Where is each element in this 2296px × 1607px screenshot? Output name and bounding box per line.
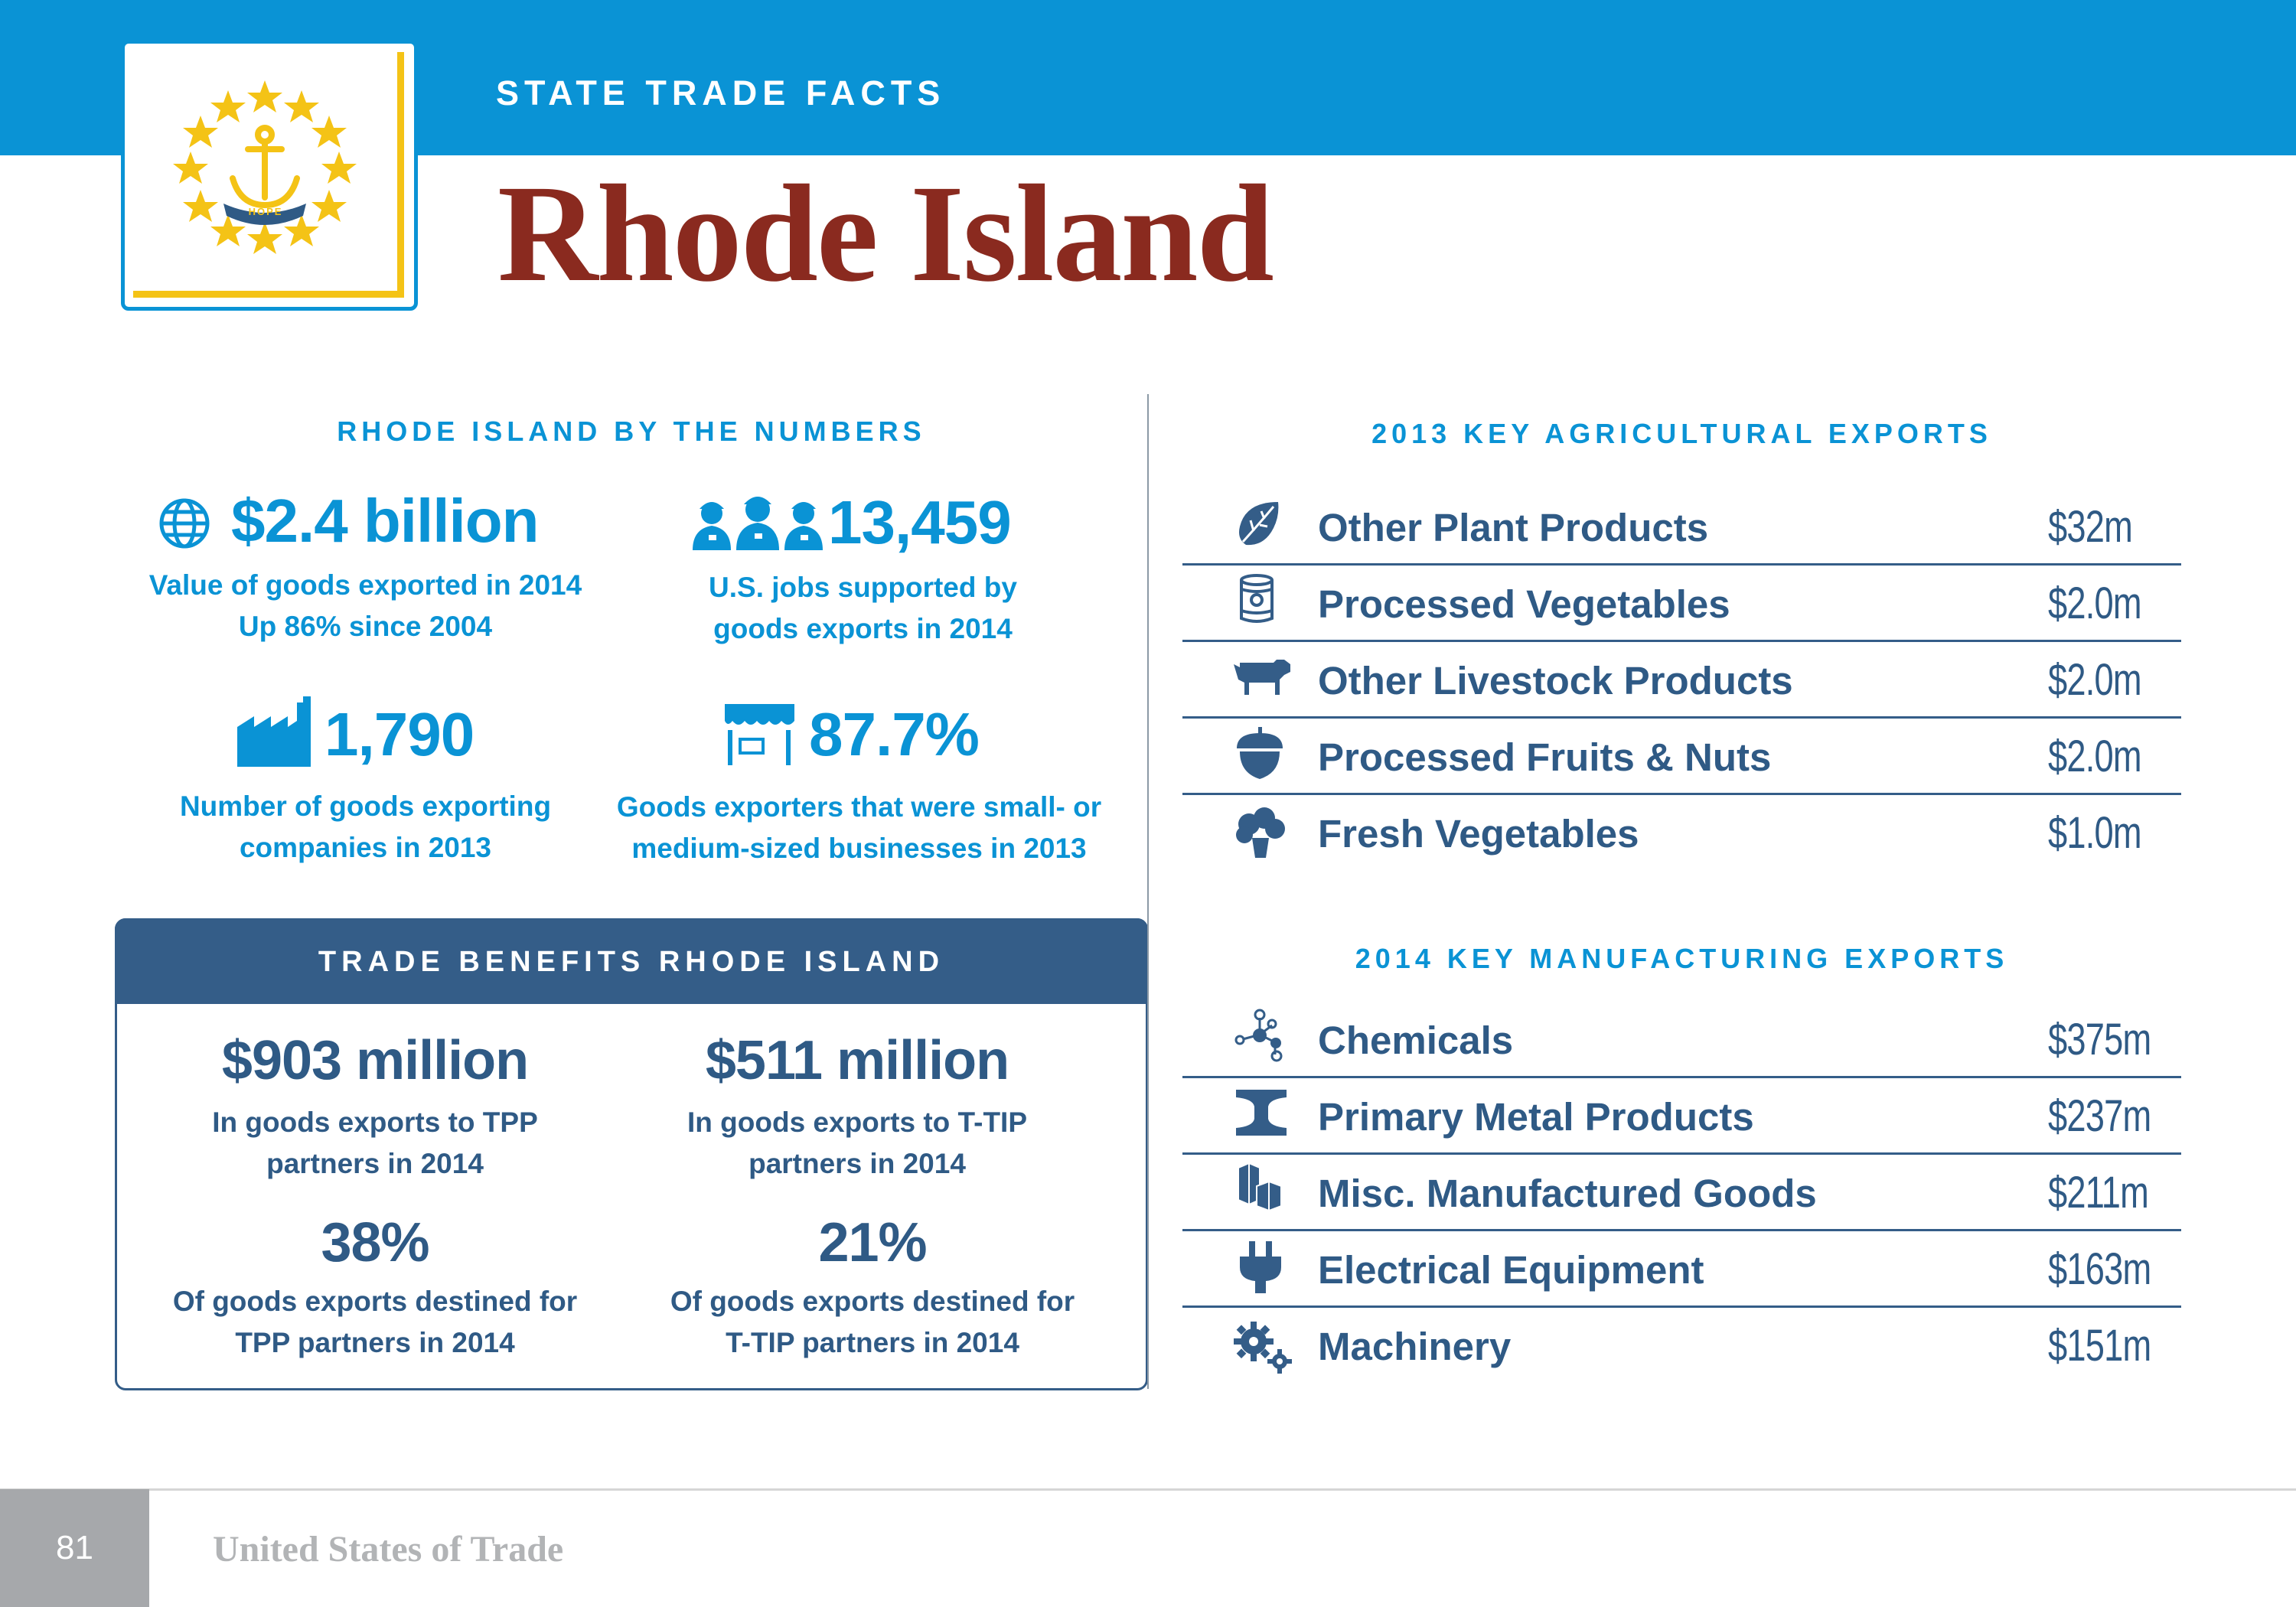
mfg-row-value: $211m: [2048, 1168, 2149, 1217]
leaf-icon: [1231, 497, 1284, 555]
row-divider: [1182, 716, 2181, 719]
globe-icon: [158, 497, 211, 554]
ag-row-value: $32m: [2048, 502, 2133, 552]
caption-line: Of goods exports destined for: [172, 1286, 578, 1317]
ag-row-label: Fresh Vegetables: [1318, 812, 1639, 856]
ttip-share-caption: [628, 1281, 1117, 1364]
mfg-row-value: $375m: [2048, 1015, 2151, 1064]
caption-line: In goods exports to TPP: [212, 1107, 538, 1138]
mfg-row-label: Primary Metal Products: [1318, 1095, 1754, 1139]
stat-caption: [605, 787, 1114, 869]
caption-line: U.S. jobs supported by: [709, 572, 1017, 603]
caption-line: Of goods exports destined for: [670, 1286, 1075, 1317]
steel-beam-icon: [1236, 1090, 1287, 1139]
stat-value: $2.4 billion: [231, 487, 539, 555]
anchor-stars-emblem: [133, 52, 397, 291]
plug-icon: [1234, 1241, 1287, 1299]
caption-line: Up 86% since 2004: [238, 611, 493, 642]
ag-row-value: $2.0m: [2048, 732, 2141, 781]
stat-caption: [115, 565, 616, 647]
stat-caption: [612, 567, 1114, 650]
tpp-share-value: 38%: [321, 1212, 429, 1273]
ag-row-value: $2.0m: [2048, 655, 2141, 705]
flag-motto: HOPE: [248, 206, 283, 217]
caption-line: Value of goods exported in 2014: [148, 569, 582, 601]
tpp-exports-value: $903 million: [221, 1030, 529, 1091]
ttip-exports-value: $511 million: [705, 1030, 1009, 1091]
footer-rule: [0, 1488, 2296, 1491]
ttip-share-value: 21%: [818, 1212, 927, 1273]
trade-benefits-heading: TRADE BENEFITS RHODE ISLAND: [318, 946, 945, 978]
page-title: Rhode Island: [497, 157, 1273, 311]
stat-value: 13,459: [828, 488, 1011, 556]
storefront-icon: [723, 704, 796, 769]
agricultural-heading: 2013 KEY AGRICULTURAL EXPORTS: [1371, 418, 1992, 449]
caption-line: medium-sized businesses in 2013: [631, 833, 1087, 864]
ag-row-label: Processed Vegetables: [1318, 582, 1730, 626]
ag-row-value: $1.0m: [2048, 808, 2141, 858]
tpp-exports-caption: [122, 1102, 628, 1185]
row-divider: [1182, 640, 2181, 642]
tpp-share-caption: [122, 1281, 628, 1364]
caption-line: Goods exporters that were small- or: [616, 791, 1102, 823]
section-kicker: STATE TRADE FACTS: [496, 73, 946, 112]
mfg-row-value: $151m: [2048, 1321, 2151, 1371]
ag-row-label: Processed Fruits & Nuts: [1318, 735, 1772, 779]
numbers-heading: RHODE ISLAND BY THE NUMBERS: [337, 416, 926, 447]
row-divider: [1182, 1152, 2181, 1155]
publication-title: United States of Trade: [213, 1529, 564, 1570]
factory-icon: [237, 696, 314, 771]
caption-line: T-TIP partners in 2014: [726, 1327, 1019, 1358]
caption-line: TPP partners in 2014: [235, 1327, 515, 1358]
ag-row-value: $2.0m: [2048, 579, 2141, 628]
mfg-row-label: Misc. Manufactured Goods: [1318, 1172, 1817, 1215]
row-divider: [1182, 563, 2181, 566]
gears-icon: [1234, 1320, 1295, 1377]
row-divider: [1182, 1305, 2181, 1308]
workers-icon: [689, 491, 827, 556]
column-divider: [1147, 394, 1149, 1389]
ttip-exports-caption: [612, 1102, 1102, 1185]
mfg-row-value: $163m: [2048, 1244, 2151, 1294]
row-divider: [1182, 1076, 2181, 1078]
row-divider: [1182, 793, 2181, 795]
stat-value: 1,790: [325, 700, 475, 768]
state-flag: [133, 52, 404, 298]
caption-line: goods exports in 2014: [713, 613, 1013, 644]
page-number: 81: [56, 1529, 93, 1566]
mfg-row-label: Electrical Equipment: [1318, 1248, 1704, 1292]
caption-line: In goods exports to T-TIP: [687, 1107, 1027, 1138]
stat-value: 87.7%: [809, 700, 979, 768]
acorn-icon: [1234, 727, 1287, 784]
caption-line: partners in 2014: [748, 1148, 966, 1179]
caption-line: Number of goods exporting: [179, 790, 552, 822]
caption-line: partners in 2014: [266, 1148, 484, 1179]
mfg-row-label: Chemicals: [1318, 1019, 1514, 1062]
caption-line: companies in 2013: [239, 832, 492, 863]
cow-icon: [1234, 658, 1291, 700]
mfg-row-value: $237m: [2048, 1091, 2151, 1141]
boxes-icon: [1234, 1160, 1287, 1217]
mfg-row-label: Machinery: [1318, 1325, 1512, 1368]
manufacturing-heading: 2014 KEY MANUFACTURING EXPORTS: [1355, 943, 2009, 974]
broccoli-icon: [1234, 807, 1287, 865]
anchor-icon: [233, 128, 297, 205]
row-divider: [1182, 1229, 2181, 1231]
can-icon: [1234, 572, 1287, 630]
molecule-icon: [1234, 1009, 1287, 1066]
stat-caption: [115, 786, 616, 869]
ag-row-label: Other Plant Products: [1318, 506, 1709, 549]
ag-row-label: Other Livestock Products: [1318, 659, 1793, 702]
